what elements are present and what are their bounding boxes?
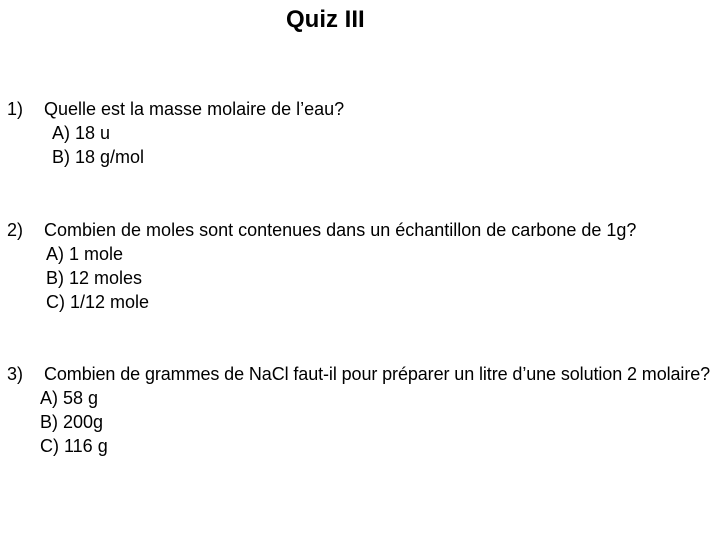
question-1-option-b: B) 18 g/mol	[52, 147, 145, 167]
question-3-option-c: C) 116 g	[40, 436, 108, 456]
question-3-number: 3)	[7, 364, 24, 384]
question-2-text: Combien de moles sont contenues dans un échantillon de carbone de 1g?	[44, 220, 637, 240]
question-3	[7, 362, 717, 458]
question-3-option-a: A) 58 g	[40, 388, 99, 408]
question-1-header	[7, 97, 717, 121]
question-1-option-a: A) 18 u	[52, 123, 111, 143]
question-2-option-a: A) 1 mole	[46, 244, 124, 264]
question-2-option-b: B) 12 moles	[46, 268, 143, 288]
question-2-option-c: C) 1/12 mole	[46, 292, 150, 312]
question-3-option-b: B) 200g	[40, 412, 104, 432]
page-title: Quiz III	[286, 6, 365, 33]
question-2-number: 2)	[7, 220, 24, 240]
question-3-header	[7, 362, 717, 386]
question-3-text: Combien de grammes de NaCl faut-il pour préparer un litre d’une solution 2 molaire?	[44, 364, 711, 384]
question-1-number: 1)	[7, 99, 24, 119]
question-1	[7, 97, 717, 169]
question-2	[7, 218, 717, 314]
question-2-header	[7, 218, 717, 242]
question-1-text: Quelle est la masse molaire de l’eau?	[44, 99, 345, 119]
